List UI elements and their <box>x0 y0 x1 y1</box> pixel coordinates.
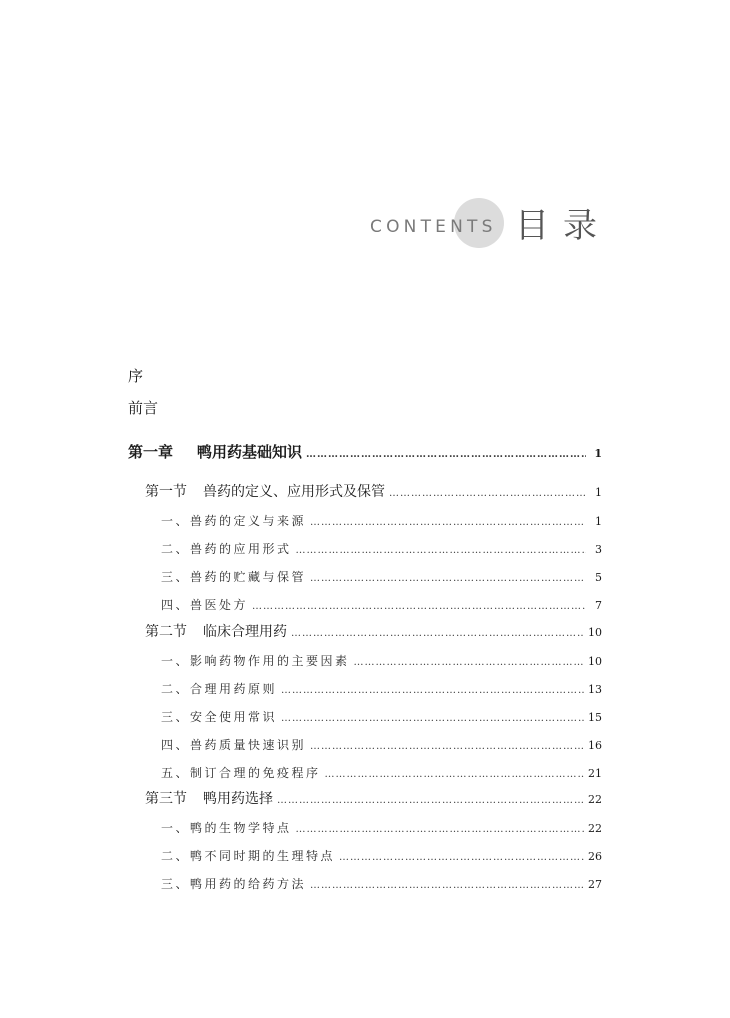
item-label: 三、安全使用常识 <box>161 710 278 724</box>
item-label: 一、影响药物作用的主要因素 <box>161 654 350 668</box>
page-number: 22 <box>588 793 602 806</box>
toc-item[interactable] <box>161 846 602 868</box>
item-label: 二、合理用药原则 <box>161 682 278 696</box>
page-number: 16 <box>588 739 602 752</box>
toc-item[interactable] <box>161 511 602 533</box>
toc-item[interactable] <box>161 735 602 757</box>
section-title: 兽药的定义、应用形式及保管 <box>203 484 385 500</box>
dot-leader <box>310 569 586 589</box>
contents-header <box>0 0 730 300</box>
item-label: 三、兽药的贮藏与保管 <box>161 570 307 584</box>
toc-entry-foreword[interactable]: 前言 <box>128 399 159 417</box>
item-label: 三、鸭用药的给药方法 <box>161 877 307 891</box>
dot-leader <box>339 848 584 868</box>
dot-leader <box>296 541 586 561</box>
section-number: 第三节 <box>145 791 187 807</box>
page-number: 21 <box>588 767 602 780</box>
item-label: 四、兽药质量快速识别 <box>161 738 307 752</box>
toc-item[interactable] <box>161 595 602 617</box>
chapter-title: 鸭用药基础知识 <box>197 443 303 461</box>
page-number: 5 <box>595 571 602 584</box>
page-number: 27 <box>588 878 602 891</box>
page-number: 10 <box>588 626 602 639</box>
dot-leader <box>310 876 584 896</box>
page-number: 22 <box>588 822 602 835</box>
toc-entry-preface[interactable]: 序 <box>128 367 144 385</box>
dot-leader <box>306 445 586 465</box>
dot-leader <box>310 513 586 533</box>
toc-section-2[interactable] <box>145 622 602 644</box>
toc-item[interactable] <box>161 763 602 785</box>
page-number: 1 <box>595 486 602 499</box>
toc-item[interactable] <box>161 874 602 896</box>
chapter-number: 第一章 <box>128 443 174 461</box>
dot-leader <box>325 765 584 785</box>
toc-chapter-1[interactable] <box>128 442 602 465</box>
dot-leader <box>389 484 586 504</box>
toc-item[interactable] <box>161 818 602 840</box>
dot-leader <box>354 653 584 673</box>
dot-leader <box>281 681 584 701</box>
dot-leader <box>277 791 584 811</box>
page-number: 1 <box>595 515 602 528</box>
item-label: 一、鸭的生物学特点 <box>161 821 292 835</box>
toc-item[interactable] <box>161 707 602 729</box>
page-number: 15 <box>588 711 602 724</box>
section-number: 第一节 <box>145 484 187 500</box>
contents-heading: CONTENTS <box>370 217 497 237</box>
mulu-heading: 目录 <box>515 206 611 246</box>
item-label: 一、兽药的定义与来源 <box>161 514 307 528</box>
item-label: 五、制订合理的免疫程序 <box>161 766 321 780</box>
toc-item[interactable] <box>161 539 602 561</box>
section-title: 鸭用药选择 <box>203 791 273 807</box>
dot-leader <box>310 737 584 757</box>
section-title: 临床合理用药 <box>203 624 287 640</box>
dot-leader <box>291 624 584 644</box>
page-number: 1 <box>594 447 602 460</box>
item-label: 二、兽药的应用形式 <box>161 542 292 556</box>
section-number: 第二节 <box>145 624 187 640</box>
page-number: 13 <box>588 683 602 696</box>
dot-leader <box>252 597 586 617</box>
page-number: 26 <box>588 850 602 863</box>
dot-leader <box>281 709 584 729</box>
item-label: 四、兽医处方 <box>161 598 249 612</box>
page-number: 7 <box>595 599 602 612</box>
toc-section-1[interactable] <box>145 482 602 504</box>
item-label: 二、鸭不同时期的生理特点 <box>161 849 336 863</box>
toc-item[interactable] <box>161 651 602 673</box>
page-number: 10 <box>588 655 602 668</box>
page-number: 3 <box>595 543 602 556</box>
toc-item[interactable] <box>161 567 602 589</box>
toc-section-3[interactable] <box>145 789 602 811</box>
toc-item[interactable] <box>161 679 602 701</box>
dot-leader <box>296 820 584 840</box>
